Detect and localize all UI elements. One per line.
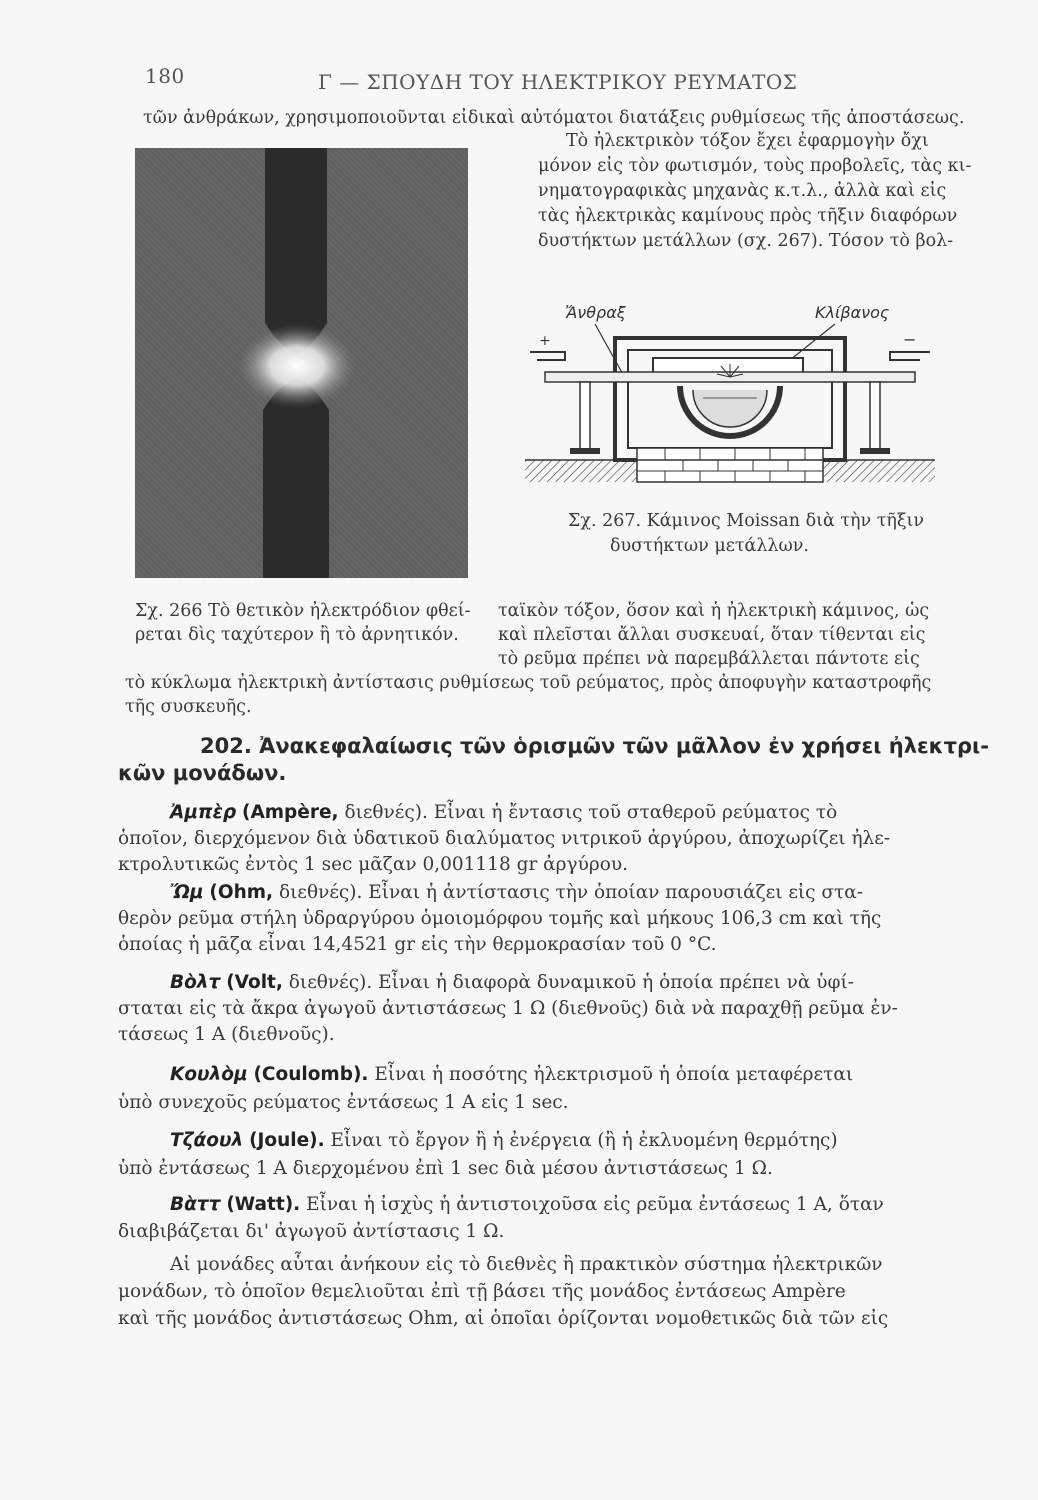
term-greek: Τζάουλ	[170, 1130, 244, 1151]
definition-text: διεθνές). Εἶναι ἡ ἔντασις τοῦ σταθεροῦ ρεύματος τὸ	[344, 802, 838, 823]
definition-ampere	[170, 800, 837, 825]
term-greek: Ἀμπὲρ	[170, 802, 237, 823]
term-latin: (Coulomb).	[253, 1064, 369, 1085]
definition-text: Εἶναι ἡ ἰσχὺς ἡ ἀντιστοιχοῦσα εἰς ρεῦμα ἐντάσεως 1 A, ὅταν	[306, 1194, 884, 1215]
definition-text: διεθνές). Εἶναι ἡ διαφορὰ δυναμικοῦ ἡ ὁποία πρέπει νὰ ὑφί-	[288, 972, 854, 993]
definition-watt	[170, 1192, 884, 1217]
text-line: θερὸν ρεῦμα στήλη ὑδραργύρου ὁμοιομόρφου τομῆς καὶ μήκους 106,3 cm καὶ τῆς	[118, 908, 882, 929]
term-latin: (Watt).	[226, 1194, 301, 1215]
definition-ohm	[170, 880, 863, 905]
text-line: καὶ πλεῖσται ἄλλαι συσκευαί, ὅταν τίθενται εἰς	[498, 625, 926, 645]
term-greek: Βὰττ	[170, 1194, 221, 1215]
section-heading: 202. Ἀνακεφαλαίωσις τῶν ὁρισμῶν τῶν μᾶλλον ἐν χρήσει ἠλεκτρι-	[200, 734, 989, 758]
text-line: τὸ κύκλωμα ἠλεκτρικὴ ἀντίστασις ρυθμίσεως τοῦ ρεύματος, πρὸς ἀποφυγὴν καταστροφῆς	[125, 673, 932, 693]
text-line: καὶ τῆς μονάδος ἀντιστάσεως Ohm, αἱ ὁποῖαι ὁρίζονται νομοθετικῶς διὰ τῶν εἰς	[118, 1308, 889, 1329]
term-latin: (Joule).	[249, 1130, 325, 1151]
text-line: ταϊκὸν τόξον, ὅσον καὶ ἡ ἠλεκτρικὴ κάμινος, ὡς	[498, 601, 930, 621]
text-line: τῶν ἀνθράκων, χρησιμοποιοῦνται εἰδικαὶ αὐτόματοι διατάξεις ρυθμίσεως τῆς ἀποστάσεως.	[143, 108, 965, 128]
term-latin: (Ampère,	[242, 802, 339, 823]
term-greek: Βὸλτ	[170, 972, 221, 993]
text-line: τάσεως 1 A (διεθνοῦς).	[118, 1024, 335, 1045]
definition-text: διεθνές). Εἶναι ἡ ἀντίστασις τὴν ὁποίαν παρουσιάζει εἰς στα-	[278, 882, 864, 903]
figure-267-caption: Σχ. 267. Κάμινος Moissan διὰ τὴν τῆξιν	[568, 511, 925, 531]
text-line: Τὸ ἠλεκτρικὸν τόξον ἔχει ἐφαρμογὴν ὄχι	[566, 131, 929, 151]
figure-266-caption: Σχ. 266 Τὸ θετικὸν ἠλεκτρόδιον φθεί-	[135, 601, 471, 621]
term-latin: (Volt,	[226, 972, 283, 993]
plus-terminal-label: +	[539, 333, 551, 349]
definition-volt	[170, 970, 854, 995]
text-line: σταται εἰς τὰ ἄκρα ἀγωγοῦ ἀντιστάσεως 1 Ω (διεθνοῦς) διὰ νὰ παραχθῇ ρεῦμα ἐν-	[118, 998, 898, 1019]
label-klivanos: Κλίβανος	[815, 303, 890, 322]
text-line: Αἱ μονάδες αὗται ἀνήκουν εἰς τὸ διεθνὲς ἢ πρακτικὸν σύστημα ἠλεκτρικῶν	[170, 1254, 883, 1275]
text-line: δυστήκτων μετάλλων (σχ. 267). Τόσον τὸ βολ-	[538, 231, 954, 251]
text-line: ὁποῖον, διερχόμενον διὰ ὑδατικοῦ διαλύματος νιτρικοῦ ἀργύρου, ἀποχωρίζει ἠλε-	[118, 828, 891, 849]
electrode-arc-image	[135, 148, 468, 578]
definition-joule	[170, 1128, 838, 1153]
text-line: κτρολυτικῶς ἐντὸς 1 sec μᾶζαν 0,001118 gr ἀργύρου.	[118, 854, 628, 875]
term-greek: Ὤμ	[170, 882, 204, 903]
label-anthrax: Ἄνθραξ	[565, 303, 626, 322]
text-line: ὑπὸ ἐντάσεως 1 A διερχομένου ἐπὶ 1 sec διὰ μέσου ἀντιστάσεως 1 Ω.	[118, 1158, 773, 1179]
term-greek: Κουλὸμ	[170, 1064, 248, 1085]
text-line: μονάδων, τὸ ὁποῖον θεμελιοῦται ἐπὶ τῇ βάσει τῆς μονάδος ἐντάσεως Ampère	[118, 1281, 846, 1302]
definition-coulomb	[170, 1062, 853, 1087]
figure-266-photo	[135, 148, 468, 578]
definition-text: Εἶναι ἡ ποσότης ἠλεκτρισμοῦ ἡ ὁποία μεταφέρεται	[374, 1064, 854, 1085]
text-line: τὸ ρεῦμα πρέπει νὰ παρεμβάλλεται πάντοτε εἰς	[498, 649, 920, 669]
term-latin: (Ohm,	[209, 882, 274, 903]
text-line: ὑπὸ συνεχοῦς ρεύματος ἐντάσεως 1 A εἰς 1 sec.	[118, 1092, 569, 1113]
text-line: τῆς συσκευῆς.	[125, 697, 252, 717]
text-line: ὁποίας ἡ μᾶζα εἶναι 14,4521 gr εἰς τὴν θερμοκρασίαν τοῦ 0 °C.	[118, 934, 717, 955]
text-line: διαβιβάζεται δι' ἀγωγοῦ ἀντίστασις 1 Ω.	[118, 1221, 505, 1242]
figure-267-diagram	[525, 300, 935, 490]
figure-266-caption: ρεται δὶς ταχύτερον ἢ τὸ ἀρνητικόν.	[135, 625, 459, 645]
minus-terminal-label: −	[903, 330, 917, 349]
text-line: νηματογραφικὰς μηχανὰς κ.τ.λ., ἀλλὰ καὶ εἰς	[538, 181, 947, 201]
text-line: τὰς ἠλεκτρικὰς καμίνους πρὸς τῆξιν διαφόρων	[538, 206, 958, 226]
section-heading: κῶν μονάδων.	[118, 761, 287, 785]
page-number: 180	[145, 64, 185, 88]
text-line: μόνον εἰς τὸν φωτισμόν, τοὺς προβολεῖς, τὰς κι-	[538, 156, 972, 176]
running-title: Γ — ΣΠΟΥΔΗ ΤΟΥ ΗΛΕΚΤΡΙΚΟΥ ΡΕΥΜΑΤΟΣ	[318, 70, 798, 94]
definition-text: Εἶναι τὸ ἔργον ἢ ἡ ἐνέργεια (ἢ ἡ ἐκλυομένη θερμότης)	[330, 1130, 838, 1151]
figure-267-caption: δυστήκτων μετάλλων.	[610, 536, 809, 556]
